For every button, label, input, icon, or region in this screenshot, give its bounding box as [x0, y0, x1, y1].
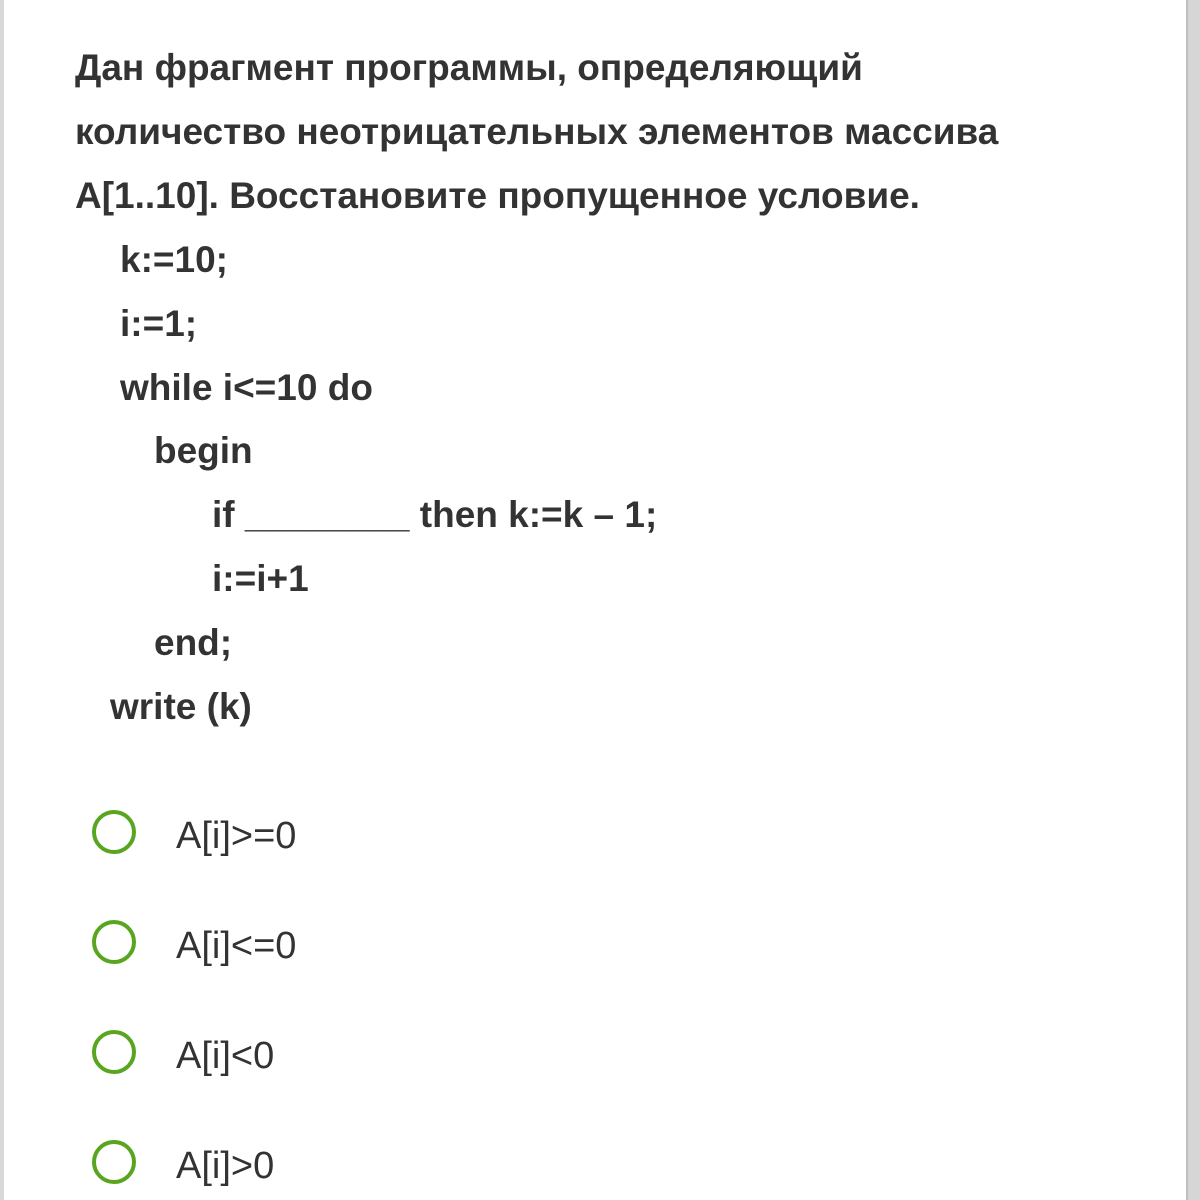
- code-line: i:=i+1: [212, 557, 309, 599]
- question-line: количество неотрицательных элементов массива: [75, 111, 999, 152]
- radio-button[interactable]: [92, 810, 136, 854]
- radio-button[interactable]: [92, 920, 136, 964]
- code-line: end;: [154, 621, 233, 663]
- answer-options: [0, 780, 1180, 1200]
- answer-option[interactable]: [0, 890, 1180, 1000]
- code-line: while i<=10 do: [120, 366, 373, 408]
- question-line: А[1..10]. Восстановите пропущенное условие.: [75, 175, 920, 216]
- answer-option-label[interactable]: A[i]<0: [176, 1035, 275, 1077]
- code-line: begin: [154, 430, 253, 472]
- question-text: [75, 36, 1135, 228]
- radio-button[interactable]: [92, 1030, 136, 1074]
- answer-option-label[interactable]: A[i]>=0: [176, 815, 297, 857]
- answer-option[interactable]: [0, 1110, 1180, 1200]
- code-line: k:=10;: [120, 239, 228, 280]
- radio-button[interactable]: [92, 1140, 136, 1184]
- answer-option-label[interactable]: A[i]>0: [176, 1145, 275, 1187]
- answer-option-label[interactable]: A[i]<=0: [176, 925, 297, 967]
- code-line: write (k): [110, 685, 252, 727]
- code-line: i:=1;: [120, 302, 198, 344]
- question-line: Дан фрагмент программы, определяющий: [75, 47, 863, 88]
- answer-option[interactable]: [0, 780, 1180, 890]
- answer-option[interactable]: [0, 1000, 1180, 1110]
- code-line: if ________ then k:=k – 1;: [212, 494, 658, 536]
- code-fragment: [0, 228, 1100, 738]
